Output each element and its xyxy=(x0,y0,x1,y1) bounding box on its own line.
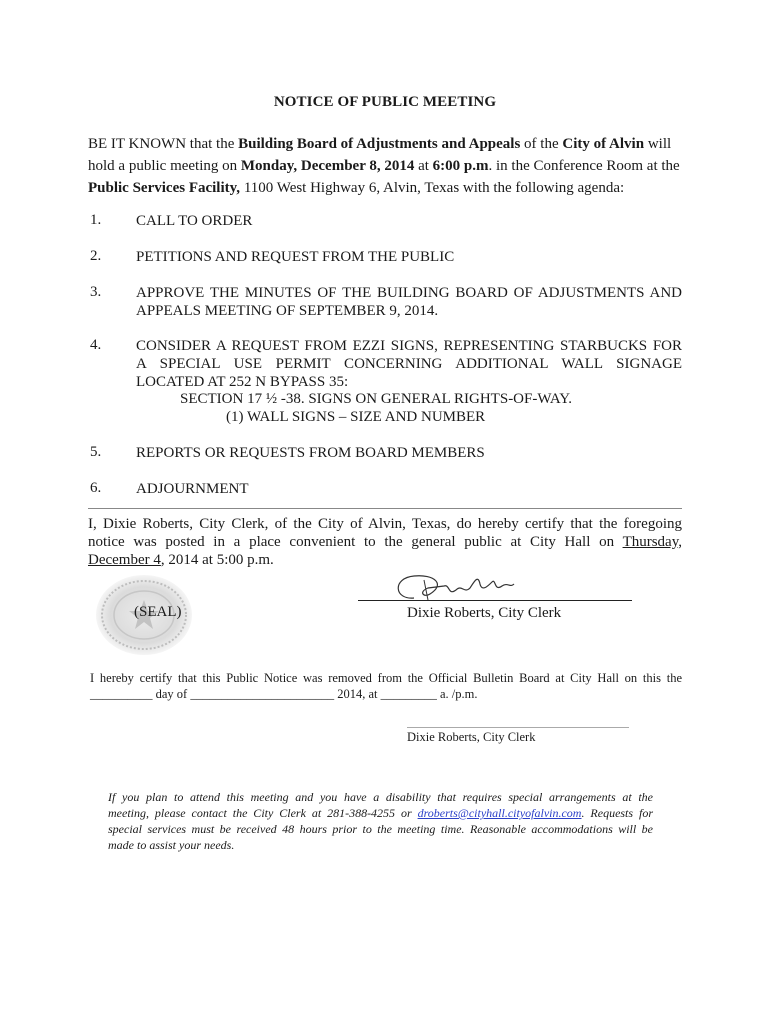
agenda-item-adjournment: ADJOURNMENT xyxy=(136,481,249,497)
agenda-item-location: LOCATED AT 252 N BYPASS 35: xyxy=(136,374,349,390)
agenda-number: 3. xyxy=(90,284,102,300)
removal-blanks: __________ day of _______________________ 2014, at _________ a. /p.m. xyxy=(90,687,478,701)
intro-text: of the xyxy=(520,136,563,152)
cert-text: notice was posted in a place convenient to the general public at City Hall on xyxy=(88,534,623,550)
agenda-subsection-item: (1) WALL SIGNS – SIZE AND NUMBER xyxy=(226,409,486,425)
intro-text: . in the Conference Room at the xyxy=(488,158,680,174)
city-name: City of Alvin xyxy=(562,136,645,152)
agenda-item-consider-request-cont: A SPECIAL USE PERMIT CONCERNING ADDITIONAL WALL SIGNAGE xyxy=(136,356,682,372)
clerk-email-link[interactable]: droberts@cityhall.cityofalvin.com xyxy=(417,806,582,820)
meeting-date: Monday, December 8, 2014 xyxy=(240,158,415,174)
divider xyxy=(88,508,682,509)
signature-line-2 xyxy=(407,727,629,728)
notice-line xyxy=(108,805,653,821)
meeting-time: 6:00 p.m xyxy=(432,158,489,174)
agenda-item-approve-minutes: APPROVE THE MINUTES OF THE BUILDING BOARD OF ADJUSTMENTS AND xyxy=(136,285,682,301)
board-name: Building Board of Adjustments and Appeals xyxy=(238,136,521,152)
agenda-item-reports: REPORTS OR REQUESTS FROM BOARD MEMBERS xyxy=(136,445,485,461)
notice-text: . Requests for xyxy=(581,806,653,820)
posting-day: Thursday, xyxy=(622,534,682,550)
agenda-number: 1. xyxy=(90,212,102,228)
seal-label: (SEAL) xyxy=(134,604,182,620)
agenda-number: 2. xyxy=(90,248,102,264)
cert-line: I, Dixie Roberts, City Clerk, of the City of Alvin, Texas, do hereby certify that the foregoing xyxy=(88,516,682,532)
signature-icon xyxy=(384,570,524,604)
removal-certification xyxy=(90,670,682,702)
agenda-number: 4. xyxy=(90,337,102,353)
notice-text: meeting, please contact the City Clerk at 281-388-4255 or xyxy=(108,806,418,820)
agenda-item-consider-request: CONSIDER A REQUEST FROM EZZI SIGNS, REPRESENTING STARBUCKS FOR xyxy=(136,338,682,354)
signer-name-2: Dixie Roberts, City Clerk xyxy=(407,730,536,744)
intro-text: BE IT KNOWN that the xyxy=(88,136,239,152)
removal-line: I hereby certify that this Public Notice was removed from the Official Bulletin Board at City Hall on this the xyxy=(90,671,682,685)
intro-text: at xyxy=(414,158,433,174)
intro-text: 1100 West Highway 6, Alvin, Texas with the following agenda: xyxy=(240,180,625,196)
notice-line: special services must be received 48 hours prior to the meeting time. Reasonable accommodations will be xyxy=(108,822,653,836)
agenda-item-call-to-order: CALL TO ORDER xyxy=(136,213,253,229)
cert-text: , 2014 at 5:00 p.m. xyxy=(160,552,274,568)
agenda-number: 5. xyxy=(90,444,102,460)
cert-line xyxy=(88,533,682,551)
signer-name: Dixie Roberts, City Clerk xyxy=(407,605,562,621)
notice-line: made to assist your needs. xyxy=(108,838,235,852)
intro-paragraph xyxy=(88,133,682,199)
posting-certification xyxy=(88,515,682,569)
cert-line xyxy=(88,551,682,569)
agenda-subsection: SECTION 17 ½ -38. SIGNS ON GENERAL RIGHTS-OF-WAY. xyxy=(180,391,572,407)
signature-line xyxy=(358,600,632,601)
intro-text: will hold a public meeting on xyxy=(88,136,672,174)
agenda-item-approve-minutes-cont: APPEALS MEETING OF SEPTEMBER 9, 2014. xyxy=(136,303,439,319)
accessibility-notice xyxy=(108,789,653,853)
facility-name: Public Services Facility, xyxy=(88,180,241,196)
posting-date: December 4 xyxy=(88,552,161,568)
notice-line: If you plan to attend this meeting and you have a disability that requires special arrangements at the xyxy=(108,790,653,804)
page-title: NOTICE OF PUBLIC MEETING xyxy=(273,94,497,110)
agenda-item-petitions: PETITIONS AND REQUEST FROM THE PUBLIC xyxy=(136,249,455,265)
agenda-number: 6. xyxy=(90,480,102,496)
